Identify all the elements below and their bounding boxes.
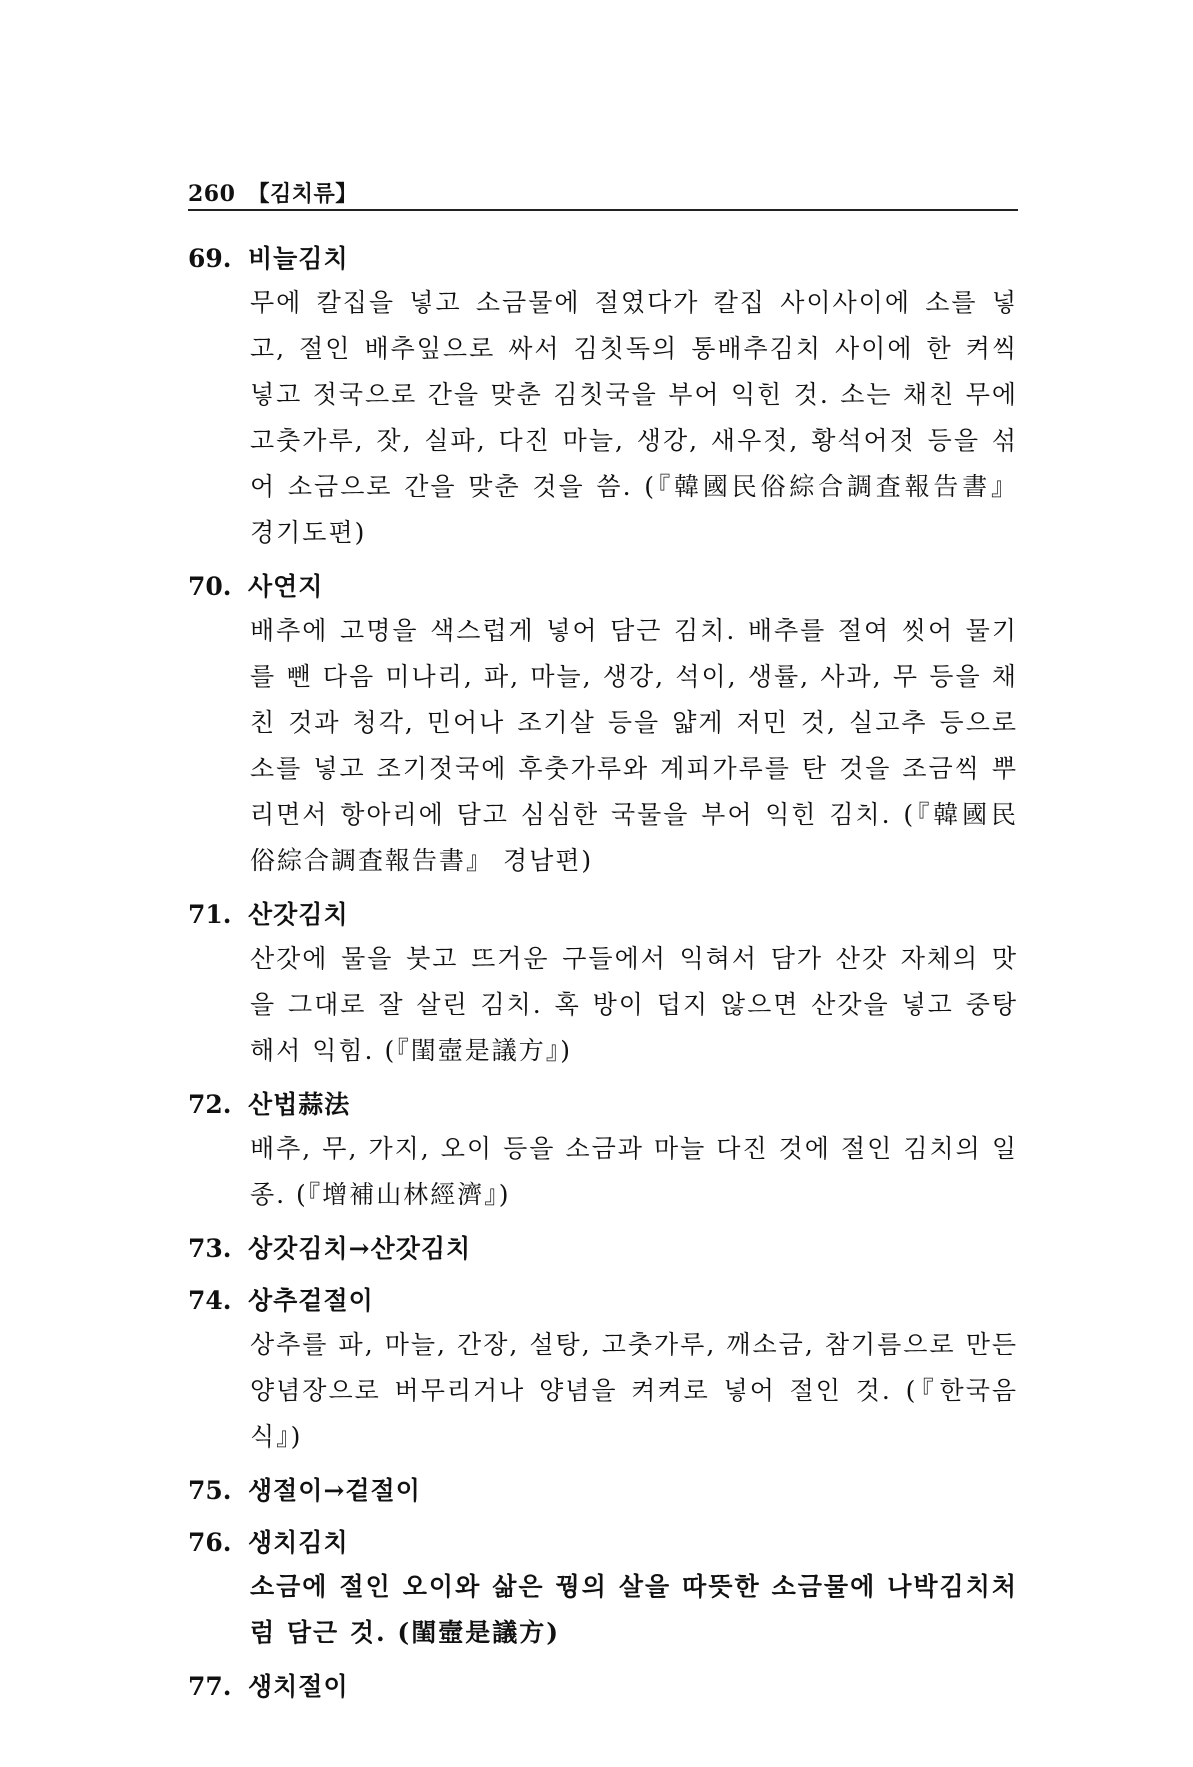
entry-title: 상추겉절이 xyxy=(248,1286,374,1315)
page-number: 260 xyxy=(188,181,236,207)
entry-heading xyxy=(188,566,1018,608)
entry-number: 71. xyxy=(188,900,232,929)
entry-title: 생치절이 xyxy=(248,1672,349,1701)
entry-title: 상갓김치→산갓김치 xyxy=(248,1234,472,1263)
entry-title: 비늘김치 xyxy=(248,244,349,273)
entry-75 xyxy=(188,1470,1018,1512)
entry-heading xyxy=(188,1228,1018,1270)
page-header xyxy=(188,177,1018,208)
entry-number: 75. xyxy=(188,1476,232,1505)
entry-77 xyxy=(188,1666,1018,1708)
entry-72 xyxy=(188,1084,1018,1218)
entry-74 xyxy=(188,1280,1018,1460)
entry-body: 상추를 파, 마늘, 간장, 설탕, 고춧가루, 깨소금, 참기름으로 만든 양념장으로 버무리거나 양념을 켜켜로 넣어 절인 것. (『한국음식』) xyxy=(250,1330,1018,1451)
entry-number: 72. xyxy=(188,1090,232,1119)
entry-title: 생절이→겉절이 xyxy=(248,1476,421,1505)
entry-number: 76. xyxy=(188,1528,232,1557)
entry-heading xyxy=(188,1084,1018,1126)
entry-heading xyxy=(188,1280,1018,1322)
entry-body: 배추에 고명을 색스럽게 넣어 담근 김치. 배추를 절여 씻어 물기를 뺀 다음 미나리, 파, 마늘, 생강, 석이, 생률, 사과, 무 등을 채친 것과 청각, 민어나 조기살 등을 얇게 저민 것, 실고추 등으로 소를 넣고 조기젓국에 후춧가루와 계피가루를 탄 것을 조금씩 뿌리면서 항아리에 담고 심심한 국물을 부어 익힌 김치. (『韓國民俗綜合調査報告書』 경남편) xyxy=(250,616,1018,875)
entry-body: 무에 칼집을 넣고 소금물에 절였다가 칼집 사이사이에 소를 넣고, 절인 배추잎으로 싸서 김칫독의 통배추김치 사이에 한 켜씩 넣고 젓국으로 간을 맞춘 김칫국을 부어 익힌 것. 소는 채친 무에 고춧가루, 잣, 실파, 다진 마늘, 생강, 새우젓, 황석어젓 등을 섞어 소금으로 간을 맞춘 것을 씀. (『韓國民俗綜合調査報告書』 경기도편) xyxy=(250,288,1018,547)
entry-number: 73. xyxy=(188,1234,232,1263)
entry-list xyxy=(188,238,1018,1718)
entry-title: 사연지 xyxy=(248,572,324,601)
entry-body: 산갓에 물을 붓고 뜨거운 구들에서 익혀서 담가 산갓 자체의 맛을 그대로 잘 살린 김치. 혹 방이 덥지 않으면 산갓을 넣고 중탕해서 익힘. (『閨壼是議方』) xyxy=(250,944,1018,1065)
entry-title: 산법蒜法 xyxy=(248,1090,351,1119)
entry-number: 74. xyxy=(188,1286,232,1315)
entry-heading xyxy=(188,1666,1018,1708)
entry-76 xyxy=(188,1522,1018,1656)
entry-number: 70. xyxy=(188,572,232,601)
entry-body: 소금에 절인 오이와 삶은 꿩의 살을 따뜻한 소금물에 나박김치처럼 담근 것. (閨壼是議方) xyxy=(250,1572,1018,1647)
entry-heading xyxy=(188,894,1018,936)
entry-heading xyxy=(188,1522,1018,1564)
header-rule xyxy=(188,209,1018,211)
entry-70 xyxy=(188,566,1018,884)
entry-71 xyxy=(188,894,1018,1074)
entry-69 xyxy=(188,238,1018,556)
entry-title: 산갓김치 xyxy=(248,900,349,929)
entry-body: 배추, 무, 가지, 오이 등을 소금과 마늘 다진 것에 절인 김치의 일종. (『增補山林經濟』) xyxy=(250,1134,1018,1209)
entry-title: 생치김치 xyxy=(248,1528,349,1557)
entry-heading xyxy=(188,238,1018,280)
entry-heading xyxy=(188,1470,1018,1512)
entry-number: 77. xyxy=(188,1672,232,1701)
entry-number: 69. xyxy=(188,244,232,273)
section-title: 【김치류】 xyxy=(247,181,358,207)
entry-73 xyxy=(188,1228,1018,1270)
